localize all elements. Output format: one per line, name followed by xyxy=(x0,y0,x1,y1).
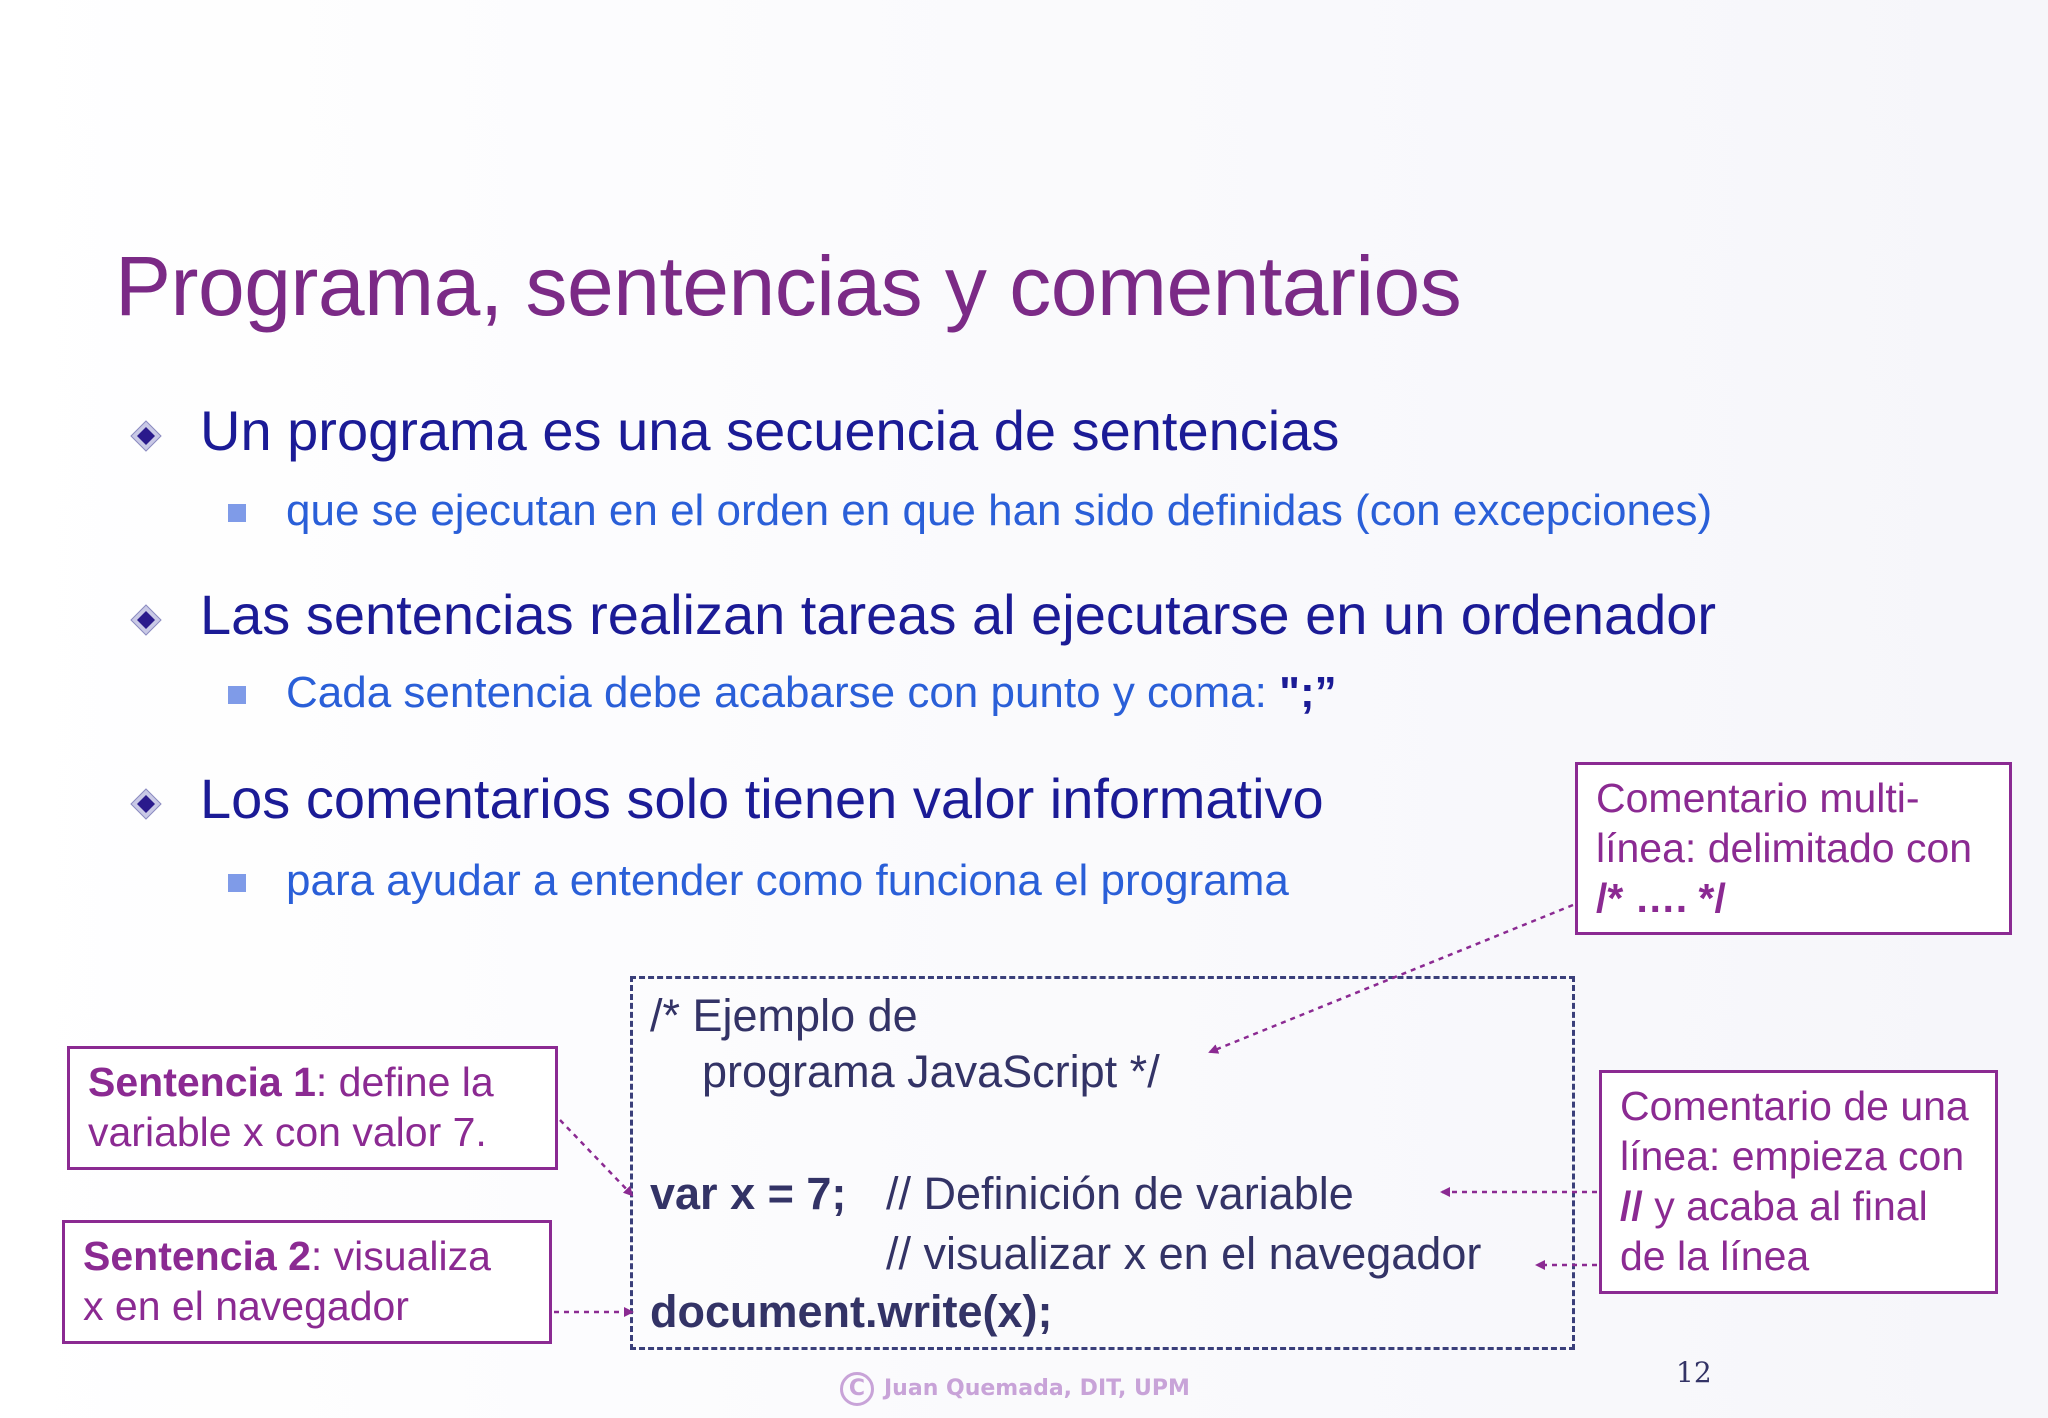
code-line-1: /* Ejemplo de xyxy=(650,990,918,1041)
arrow-sentencia1-to-code xyxy=(560,1120,632,1195)
code-comment-definition: // Definición de variable xyxy=(886,1168,1354,1219)
sub-bullet-2-text: Cada sentencia debe acabarse con punto y coma: xyxy=(286,668,1280,717)
bullet-1-text: Un programa es una secuencia de sentencias xyxy=(200,399,1340,462)
annotation-slashes: // xyxy=(1620,1183,1643,1229)
footer-text: Juan Quemada, DIT, UPM xyxy=(884,1376,1190,1401)
annotation-line: línea: delimitado con xyxy=(1596,825,1973,871)
annotation-label: Sentencia 2 xyxy=(83,1233,311,1279)
arrow-multiline-to-code xyxy=(1210,905,1573,1052)
annotation-text: : define la xyxy=(315,1059,494,1105)
slide-title: Programa, sentencias y comentarios xyxy=(115,239,1462,333)
annotation-text: : visualiza xyxy=(310,1233,491,1279)
footer-credit xyxy=(840,1372,1190,1406)
sub-bullet-1-text: que se ejecutan en el orden en que han sido definidas (con excepciones) xyxy=(286,486,1713,535)
sub-bullet-3-text: para ayudar a entender como funciona el programa xyxy=(286,856,1289,905)
copyright-icon: C xyxy=(840,1372,874,1406)
annotation-line: variable x con valor 7. xyxy=(88,1109,487,1155)
code-var-statement: var x = 7; xyxy=(650,1168,847,1219)
bullet-2-text: Las sentencias realizan tareas al ejecutarse en un ordenador xyxy=(200,583,1717,646)
code-document-write: document.write(x); xyxy=(650,1286,1053,1337)
annotation-text: y acaba al final xyxy=(1642,1183,1928,1229)
annotation-line: Comentario de una xyxy=(1620,1083,1969,1129)
bullet-3-text: Los comentarios solo tienen valor informativo xyxy=(200,767,1324,830)
annotation-label: Sentencia 1 xyxy=(88,1059,316,1105)
page-number: 12 xyxy=(1676,1356,1712,1389)
annotation-line: x en el navegador xyxy=(83,1283,409,1329)
code-comment-visualize: // visualizar x en el navegador xyxy=(886,1228,1482,1279)
annotation-line: línea: empieza con xyxy=(1620,1133,1965,1179)
code-line-2: programa JavaScript */ xyxy=(702,1046,1160,1097)
annotation-line: Comentario multi- xyxy=(1596,775,1920,821)
annotation-line: /* …. */ xyxy=(1596,875,1726,921)
semicolon-highlight: ";” xyxy=(1279,668,1337,717)
annotation-line: de la línea xyxy=(1620,1233,1810,1279)
